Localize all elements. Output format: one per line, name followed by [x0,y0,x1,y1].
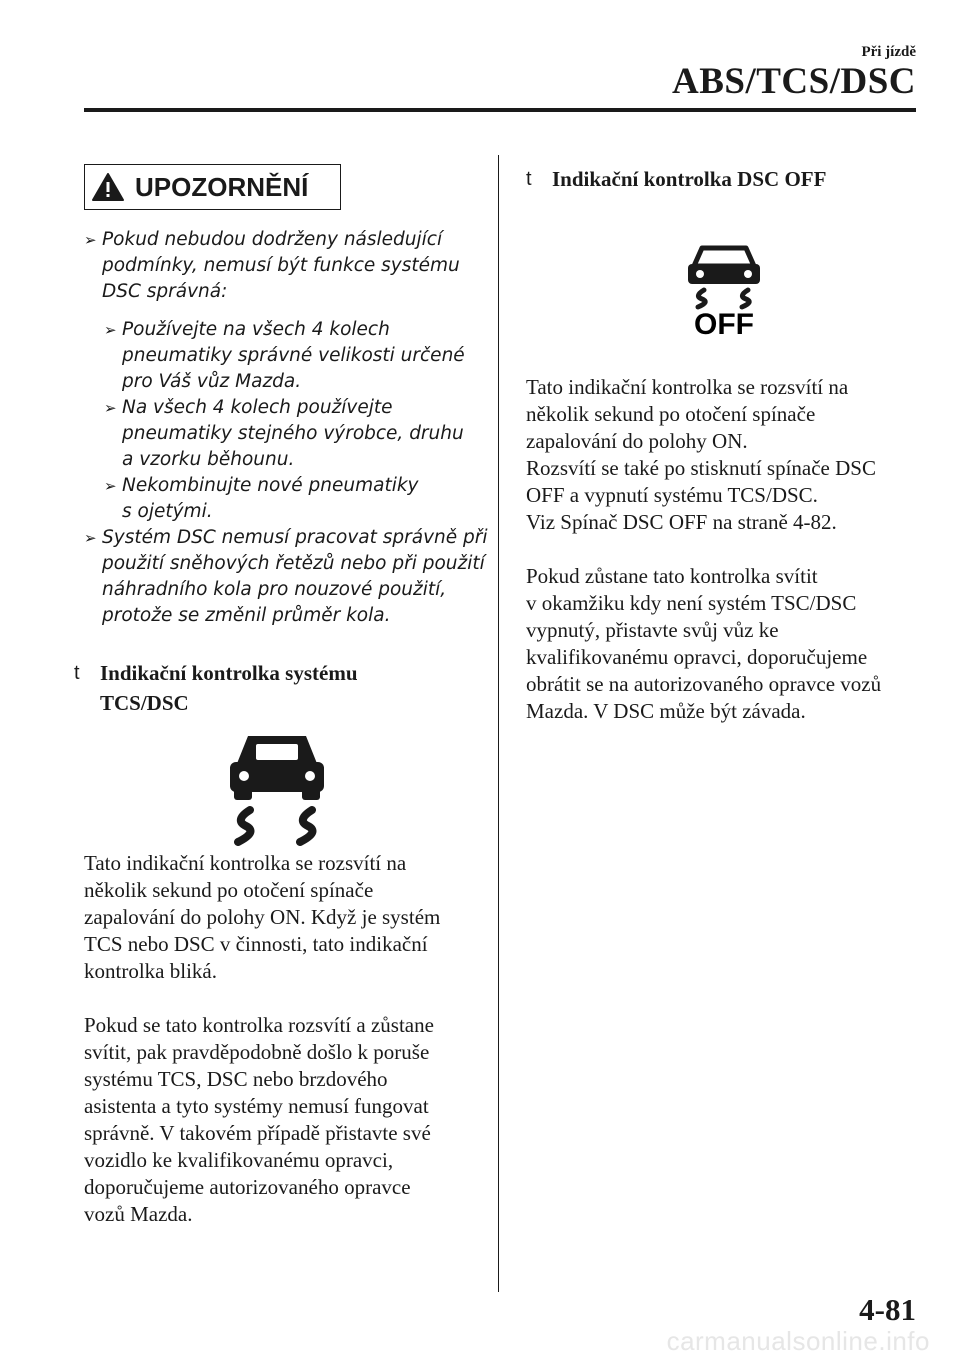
text-line: protože se změnil průměr kola. [102,605,391,626]
text-line: vozů Mazda. [84,1202,193,1226]
warning-box [84,164,341,210]
text-line: několik sekund po otočení spínače [526,402,816,426]
warning-triangle-icon [91,172,125,202]
text-line: obrátit se na autorizovaného opravce vozů [526,672,882,696]
text-line: zapalování do polohy ON. [526,429,748,453]
arrow-bullet-icon: ➢ [104,477,117,495]
text-line: podmínky, nemusí být funkce systému [102,255,460,276]
header-section-title: ABS/TCS/DSC [671,61,916,102]
arrow-bullet-icon: ➢ [104,321,117,339]
text-line: Pokud se tato kontrolka rozsvítí a zůstane [84,1013,434,1037]
arrow-bullet-icon: ➢ [84,529,97,547]
warning-bullets [84,227,488,629]
text-line: Pokud zůstane tato kontrolka svítit [526,564,818,588]
section-marker: t [526,168,532,190]
warning-bullet [84,525,488,629]
heading-line: Indikační kontrolka DSC OFF [552,167,827,191]
header-rule [84,108,916,112]
dsc-off-paragraph-2 [526,563,926,725]
text-line: s ojetými. [122,501,213,522]
arrow-bullet-icon: ➢ [84,231,97,249]
text-line: pneumatiky stejného výrobce, druhu [122,423,464,444]
text-line: několik sekund po otočení spínače [84,878,374,902]
text-line: pro Váš vůz Mazda. [122,371,302,392]
text-line: doporučujeme autorizovaného opravce [84,1175,411,1199]
text-line: OFF a vypnutí systému TCS/DSC. [526,483,818,507]
text-line: Nekombinujte nové pneumatiky [122,475,419,496]
text-line: v okamžiku kdy není systém TSC/DSC [526,591,857,615]
warning-sub-bullet [84,317,484,395]
text-line: kvalifikovanému opravci, doporučujeme [526,645,868,669]
text-line: Používejte na všech 4 kolech [122,319,390,340]
text-line: asistenta a tyto systémy nemusí fungovat [84,1094,429,1118]
tcs-dsc-paragraph-2 [84,1012,504,1228]
text-line: a vzorku běhounu. [122,449,295,470]
tcs-dsc-paragraph-1 [84,850,504,985]
tcs-dsc-heading [74,658,494,718]
text-line: náhradního kola pro nouzové použití, [102,579,447,600]
text-line: použití sněhových řetězů nebo při použití [102,553,485,574]
text-line: správně. V takovém případě přistavte své [84,1121,431,1145]
page-number: 4-81 [859,1292,916,1327]
dsc-off-indicator-icon [674,244,774,336]
arrow-bullet-icon: ➢ [104,399,117,417]
dsc-off-heading [526,164,926,194]
text-line: systému TCS, DSC nebo brzdového [84,1067,388,1091]
text-line: Viz Spínač DSC OFF na straně 4-82. [526,510,837,534]
text-line: pneumatiky správné velikosti určené [122,345,465,366]
text-line: kontrolka bliká. [84,959,217,983]
text-line: Rozsvítí se také po stisknutí spínače DSC [526,456,876,480]
text-line: Na všech 4 kolech používejte [122,397,393,418]
dsc-off-icon-label: OFF [694,308,754,336]
text-line: svítit, pak pravděpodobně došlo k poruše [84,1040,430,1064]
text-line: vozidlo ke kvalifikovanému opravci, [84,1148,394,1172]
text-line: DSC správná: [102,281,228,302]
heading-line: Indikační kontrolka systému [100,661,358,685]
text-line: TCS nebo DSC v činnosti, tato indikační [84,932,428,956]
text-line: Mazda. V DSC může být závada. [526,699,806,723]
text-line: Pokud nebudou dodrženy následující [102,229,443,250]
dsc-off-paragraph-1 [526,374,926,536]
warning-sub-bullet [84,395,484,473]
heading-line: TCS/DSC [100,691,189,715]
text-line: Systém DSC nemusí pracovat správně při [102,527,488,548]
warning-title: UPOZORNĚNÍ [135,171,309,202]
text-line: Tato indikační kontrolka se rozsvítí na [84,851,407,875]
tcs-dsc-indicator-icon [226,730,328,846]
text-line: Tato indikační kontrolka se rozsvítí na [526,375,849,399]
watermark[interactable]: carmanualsonline.info [666,1326,930,1356]
header-chapter: Při jízdě [861,44,916,60]
text-line: zapalování do polohy ON. Když je systém [84,905,441,929]
section-marker: t [74,662,80,684]
warning-bullet [84,227,484,305]
warning-sub-bullet [84,473,484,525]
text-line: vypnutý, přistavte svůj vůz ke [526,618,779,642]
